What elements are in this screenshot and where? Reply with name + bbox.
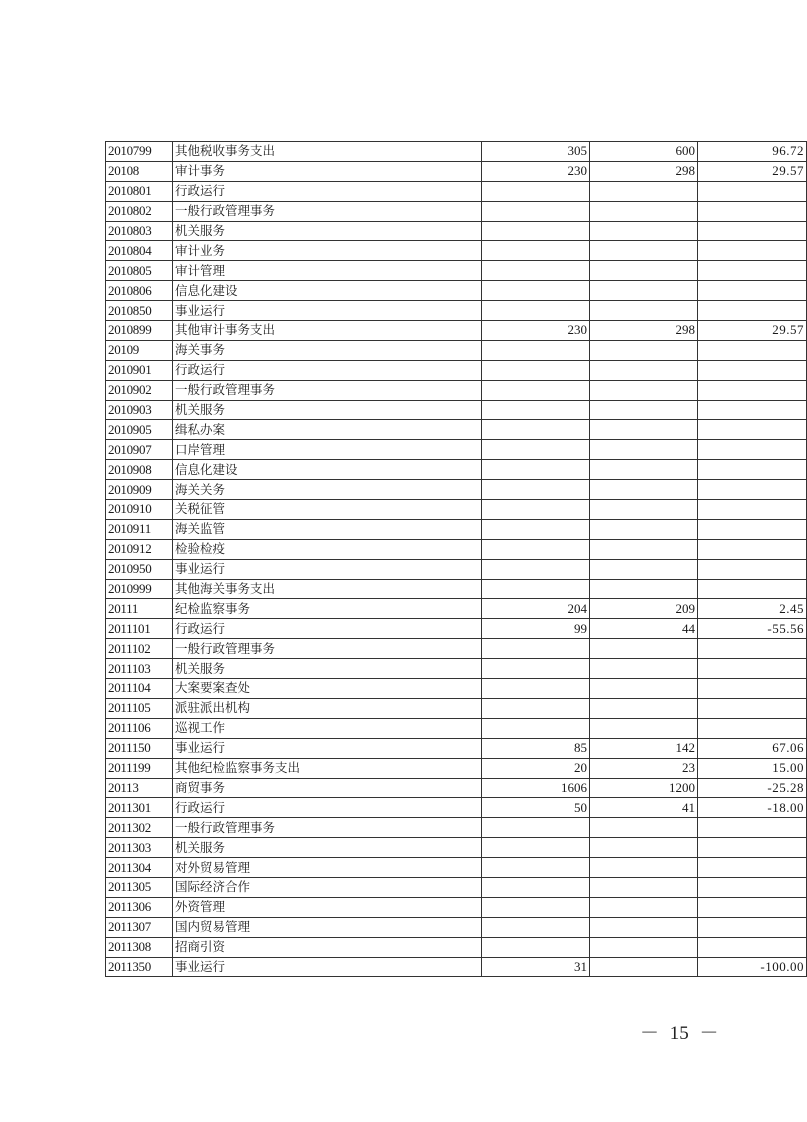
current-year-value-cell	[590, 639, 698, 659]
current-year-value-cell	[590, 659, 698, 679]
change-percent-cell	[698, 559, 807, 579]
prev-year-value-cell	[482, 519, 590, 539]
table-row	[106, 917, 807, 937]
table-row	[106, 142, 807, 162]
table-row	[106, 181, 807, 201]
prev-year-value-cell: 50	[482, 798, 590, 818]
subject-code-cell: 2011103	[106, 659, 173, 679]
subject-name-cell: 招商引资	[173, 937, 482, 957]
prev-year-value-cell: 305	[482, 142, 590, 162]
change-percent-cell	[698, 698, 807, 718]
prev-year-value-cell	[482, 241, 590, 261]
prev-year-value-cell	[482, 380, 590, 400]
table-row	[106, 161, 807, 181]
subject-code-cell: 2010901	[106, 360, 173, 380]
subject-name-cell: 其他纪检监察事务支出	[173, 758, 482, 778]
table-row	[106, 340, 807, 360]
subject-code-cell: 2011101	[106, 619, 173, 639]
subject-code-cell: 2010910	[106, 500, 173, 520]
change-percent-cell	[698, 380, 807, 400]
table-row	[106, 400, 807, 420]
subject-name-cell: 大案要案查处	[173, 679, 482, 699]
change-percent-cell	[698, 539, 807, 559]
prev-year-value-cell	[482, 877, 590, 897]
prev-year-value-cell	[482, 261, 590, 281]
current-year-value-cell: 298	[590, 321, 698, 341]
subject-name-cell: 行政运行	[173, 619, 482, 639]
current-year-value-cell: 209	[590, 599, 698, 619]
prev-year-value-cell	[482, 420, 590, 440]
current-year-value-cell: 298	[590, 161, 698, 181]
subject-code-cell: 2010805	[106, 261, 173, 281]
subject-name-cell: 其他税收事务支出	[173, 142, 482, 162]
current-year-value-cell	[590, 957, 698, 977]
prev-year-value-cell: 99	[482, 619, 590, 639]
change-percent-cell	[698, 420, 807, 440]
subject-code-cell: 2011150	[106, 738, 173, 758]
current-year-value-cell	[590, 917, 698, 937]
subject-name-cell: 一般行政管理事务	[173, 380, 482, 400]
prev-year-value-cell: 230	[482, 321, 590, 341]
current-year-value-cell	[590, 281, 698, 301]
subject-code-cell: 2010799	[106, 142, 173, 162]
current-year-value-cell	[590, 261, 698, 281]
table-row	[106, 539, 807, 559]
current-year-value-cell	[590, 420, 698, 440]
subject-code-cell: 2011304	[106, 858, 173, 878]
page-number: － 15 －	[640, 1023, 719, 1044]
change-percent-cell	[698, 679, 807, 699]
prev-year-value-cell	[482, 937, 590, 957]
current-year-value-cell	[590, 718, 698, 738]
change-percent-cell: -100.00	[698, 957, 807, 977]
table-row	[106, 480, 807, 500]
table-row	[106, 380, 807, 400]
current-year-value-cell	[590, 559, 698, 579]
current-year-value-cell	[590, 937, 698, 957]
prev-year-value-cell	[482, 201, 590, 221]
subject-code-cell: 2010902	[106, 380, 173, 400]
subject-name-cell: 事业运行	[173, 738, 482, 758]
change-percent-cell	[698, 579, 807, 599]
subject-code-cell: 2011303	[106, 838, 173, 858]
table-row	[106, 301, 807, 321]
subject-code-cell: 2011305	[106, 877, 173, 897]
subject-name-cell: 信息化建设	[173, 460, 482, 480]
table-row	[106, 738, 807, 758]
subject-name-cell: 商贸事务	[173, 778, 482, 798]
subject-name-cell: 机关服务	[173, 659, 482, 679]
table-row	[106, 937, 807, 957]
subject-name-cell: 机关服务	[173, 400, 482, 420]
subject-name-cell: 口岸管理	[173, 440, 482, 460]
current-year-value-cell	[590, 579, 698, 599]
table-row	[106, 858, 807, 878]
table-row	[106, 579, 807, 599]
subject-code-cell: 2011102	[106, 639, 173, 659]
current-year-value-cell	[590, 340, 698, 360]
subject-code-cell: 2010850	[106, 301, 173, 321]
prev-year-value-cell	[482, 500, 590, 520]
prev-year-value-cell	[482, 698, 590, 718]
prev-year-value-cell: 20	[482, 758, 590, 778]
subject-code-cell: 2010999	[106, 579, 173, 599]
change-percent-cell	[698, 340, 807, 360]
subject-code-cell: 2011307	[106, 917, 173, 937]
current-year-value-cell	[590, 360, 698, 380]
prev-year-value-cell	[482, 818, 590, 838]
prev-year-value-cell	[482, 639, 590, 659]
subject-name-cell: 机关服务	[173, 838, 482, 858]
subject-code-cell: 2010909	[106, 480, 173, 500]
change-percent-cell	[698, 659, 807, 679]
change-percent-cell	[698, 937, 807, 957]
change-percent-cell	[698, 221, 807, 241]
change-percent-cell	[698, 181, 807, 201]
prev-year-value-cell: 85	[482, 738, 590, 758]
current-year-value-cell: 44	[590, 619, 698, 639]
subject-code-cell: 2011301	[106, 798, 173, 818]
subject-code-cell: 20108	[106, 161, 173, 181]
prev-year-value-cell	[482, 460, 590, 480]
subject-code-cell: 2011306	[106, 897, 173, 917]
subject-name-cell: 审计事务	[173, 161, 482, 181]
current-year-value-cell	[590, 539, 698, 559]
prev-year-value-cell	[482, 897, 590, 917]
prev-year-value-cell	[482, 539, 590, 559]
subject-name-cell: 海关监管	[173, 519, 482, 539]
subject-code-cell: 2010899	[106, 321, 173, 341]
subject-name-cell: 外资管理	[173, 897, 482, 917]
table-row	[106, 241, 807, 261]
subject-code-cell: 2010802	[106, 201, 173, 221]
prev-year-value-cell	[482, 181, 590, 201]
subject-name-cell: 国内贸易管理	[173, 917, 482, 937]
subject-code-cell: 2010806	[106, 281, 173, 301]
subject-name-cell: 信息化建设	[173, 281, 482, 301]
change-percent-cell: 15.00	[698, 758, 807, 778]
prev-year-value-cell	[482, 718, 590, 738]
subject-name-cell: 关税征管	[173, 500, 482, 520]
current-year-value-cell	[590, 380, 698, 400]
table-row	[106, 360, 807, 380]
prev-year-value-cell: 1606	[482, 778, 590, 798]
prev-year-value-cell	[482, 480, 590, 500]
change-percent-cell	[698, 519, 807, 539]
prev-year-value-cell	[482, 917, 590, 937]
subject-name-cell: 审计业务	[173, 241, 482, 261]
table-row	[106, 639, 807, 659]
current-year-value-cell	[590, 201, 698, 221]
table-row	[106, 519, 807, 539]
prev-year-value-cell	[482, 858, 590, 878]
change-percent-cell	[698, 480, 807, 500]
change-percent-cell	[698, 718, 807, 738]
subject-code-cell: 2010803	[106, 221, 173, 241]
current-year-value-cell	[590, 500, 698, 520]
prev-year-value-cell: 204	[482, 599, 590, 619]
change-percent-cell	[698, 241, 807, 261]
current-year-value-cell: 1200	[590, 778, 698, 798]
current-year-value-cell	[590, 897, 698, 917]
subject-code-cell: 2010804	[106, 241, 173, 261]
prev-year-value-cell	[482, 340, 590, 360]
subject-name-cell: 行政运行	[173, 798, 482, 818]
subject-code-cell: 20111	[106, 599, 173, 619]
table-row	[106, 897, 807, 917]
table-row	[106, 659, 807, 679]
subject-name-cell: 一般行政管理事务	[173, 201, 482, 221]
change-percent-cell	[698, 917, 807, 937]
subject-code-cell: 20113	[106, 778, 173, 798]
subject-name-cell: 机关服务	[173, 221, 482, 241]
subject-code-cell: 2010907	[106, 440, 173, 460]
subject-code-cell: 2010911	[106, 519, 173, 539]
subject-code-cell: 2010908	[106, 460, 173, 480]
subject-code-cell: 2011106	[106, 718, 173, 738]
subject-name-cell: 行政运行	[173, 360, 482, 380]
change-percent-cell: 2.45	[698, 599, 807, 619]
subject-code-cell: 2011104	[106, 679, 173, 699]
change-percent-cell: -18.00	[698, 798, 807, 818]
table-row	[106, 599, 807, 619]
change-percent-cell	[698, 858, 807, 878]
table-row	[106, 281, 807, 301]
table-row	[106, 818, 807, 838]
prev-year-value-cell	[482, 400, 590, 420]
current-year-value-cell	[590, 480, 698, 500]
change-percent-cell	[698, 838, 807, 858]
subject-name-cell: 一般行政管理事务	[173, 639, 482, 659]
subject-name-cell: 审计管理	[173, 261, 482, 281]
prev-year-value-cell	[482, 440, 590, 460]
current-year-value-cell	[590, 460, 698, 480]
current-year-value-cell	[590, 181, 698, 201]
change-percent-cell	[698, 460, 807, 480]
subject-name-cell: 检验检疫	[173, 539, 482, 559]
subject-name-cell: 对外贸易管理	[173, 858, 482, 878]
subject-code-cell: 2011105	[106, 698, 173, 718]
subject-name-cell: 海关事务	[173, 340, 482, 360]
table-row	[106, 460, 807, 480]
table-row	[106, 261, 807, 281]
current-year-value-cell	[590, 221, 698, 241]
change-percent-cell	[698, 500, 807, 520]
table-row	[106, 500, 807, 520]
change-percent-cell	[698, 400, 807, 420]
table-row	[106, 619, 807, 639]
table-row	[106, 758, 807, 778]
current-year-value-cell	[590, 679, 698, 699]
current-year-value-cell: 142	[590, 738, 698, 758]
table-row	[106, 798, 807, 818]
subject-name-cell: 巡视工作	[173, 718, 482, 738]
table-row	[106, 559, 807, 579]
current-year-value-cell	[590, 241, 698, 261]
table-row	[106, 877, 807, 897]
current-year-value-cell	[590, 818, 698, 838]
prev-year-value-cell	[482, 679, 590, 699]
prev-year-value-cell	[482, 579, 590, 599]
table-row	[106, 440, 807, 460]
subject-code-cell: 2011350	[106, 957, 173, 977]
current-year-value-cell: 41	[590, 798, 698, 818]
current-year-value-cell	[590, 519, 698, 539]
table-row	[106, 321, 807, 341]
table-row	[106, 778, 807, 798]
subject-code-cell: 2010903	[106, 400, 173, 420]
table-row	[106, 679, 807, 699]
subject-code-cell: 2010950	[106, 559, 173, 579]
subject-name-cell: 缉私办案	[173, 420, 482, 440]
subject-name-cell: 其他审计事务支出	[173, 321, 482, 341]
current-year-value-cell	[590, 858, 698, 878]
table-row	[106, 718, 807, 738]
change-percent-cell	[698, 261, 807, 281]
table-row	[106, 420, 807, 440]
prev-year-value-cell	[482, 301, 590, 321]
prev-year-value-cell: 230	[482, 161, 590, 181]
change-percent-cell: 96.72	[698, 142, 807, 162]
prev-year-value-cell	[482, 281, 590, 301]
prev-year-value-cell	[482, 659, 590, 679]
change-percent-cell	[698, 201, 807, 221]
current-year-value-cell	[590, 440, 698, 460]
subject-code-cell: 2011308	[106, 937, 173, 957]
current-year-value-cell: 600	[590, 142, 698, 162]
subject-name-cell: 行政运行	[173, 181, 482, 201]
prev-year-value-cell	[482, 838, 590, 858]
subject-name-cell: 国际经济合作	[173, 877, 482, 897]
current-year-value-cell: 23	[590, 758, 698, 778]
current-year-value-cell	[590, 400, 698, 420]
current-year-value-cell	[590, 301, 698, 321]
budget-table	[105, 141, 807, 977]
subject-code-cell: 20109	[106, 340, 173, 360]
current-year-value-cell	[590, 838, 698, 858]
change-percent-cell	[698, 897, 807, 917]
subject-name-cell: 海关关务	[173, 480, 482, 500]
table-row	[106, 838, 807, 858]
subject-code-cell: 2011302	[106, 818, 173, 838]
subject-code-cell: 2010912	[106, 539, 173, 559]
prev-year-value-cell: 31	[482, 957, 590, 977]
change-percent-cell: 29.57	[698, 161, 807, 181]
table-row	[106, 201, 807, 221]
subject-name-cell: 派驻派出机构	[173, 698, 482, 718]
subject-name-cell: 事业运行	[173, 301, 482, 321]
prev-year-value-cell	[482, 559, 590, 579]
change-percent-cell	[698, 301, 807, 321]
change-percent-cell: 29.57	[698, 321, 807, 341]
subject-name-cell: 纪检监察事务	[173, 599, 482, 619]
subject-code-cell: 2010801	[106, 181, 173, 201]
change-percent-cell: -25.28	[698, 778, 807, 798]
budget-table-body	[106, 142, 807, 977]
table-row	[106, 698, 807, 718]
change-percent-cell	[698, 360, 807, 380]
change-percent-cell: 67.06	[698, 738, 807, 758]
subject-code-cell: 2011199	[106, 758, 173, 778]
subject-name-cell: 事业运行	[173, 559, 482, 579]
current-year-value-cell	[590, 698, 698, 718]
table-row	[106, 957, 807, 977]
change-percent-cell	[698, 281, 807, 301]
change-percent-cell	[698, 818, 807, 838]
table-row	[106, 221, 807, 241]
prev-year-value-cell	[482, 360, 590, 380]
change-percent-cell	[698, 440, 807, 460]
subject-name-cell: 其他海关事务支出	[173, 579, 482, 599]
prev-year-value-cell	[482, 221, 590, 241]
subject-code-cell: 2010905	[106, 420, 173, 440]
change-percent-cell	[698, 639, 807, 659]
change-percent-cell	[698, 877, 807, 897]
current-year-value-cell	[590, 877, 698, 897]
subject-name-cell: 一般行政管理事务	[173, 818, 482, 838]
change-percent-cell: -55.56	[698, 619, 807, 639]
subject-name-cell: 事业运行	[173, 957, 482, 977]
